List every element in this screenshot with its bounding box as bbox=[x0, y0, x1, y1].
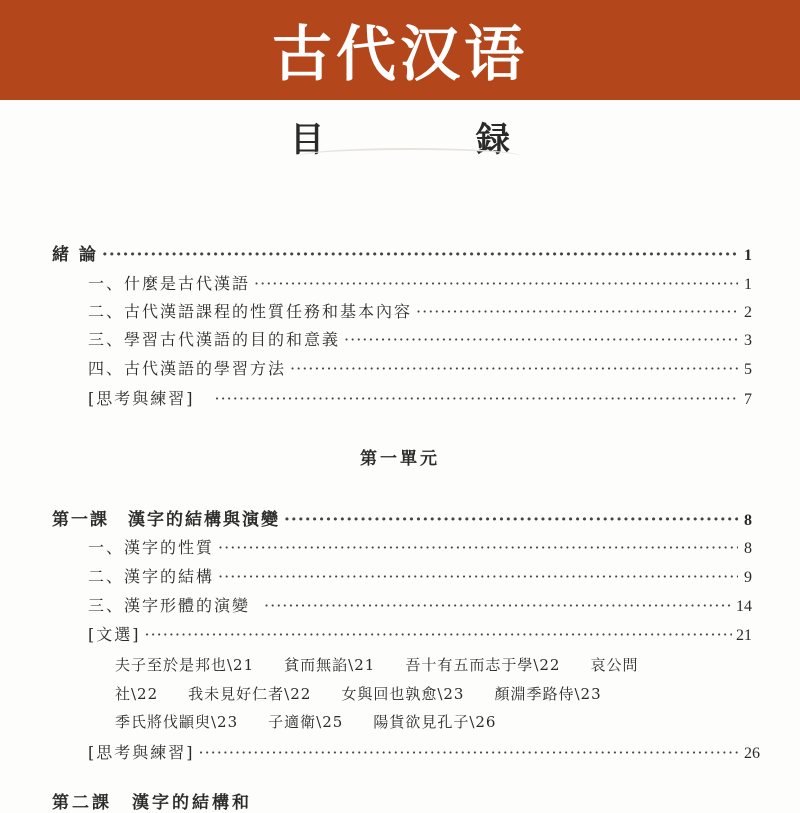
entry-page: 7 bbox=[744, 391, 752, 408]
selection-item[interactable]: 子適衛\25 bbox=[268, 713, 344, 731]
entry-label: 一、漢字的性質 bbox=[88, 538, 215, 557]
leader-dots bbox=[215, 389, 739, 408]
entry-page: 14 bbox=[736, 598, 752, 615]
entry-page: 8 bbox=[744, 512, 752, 529]
leader-dots bbox=[145, 625, 733, 644]
entry-label: 二、古代漢語課程的性質任務和基本內容 bbox=[88, 302, 413, 321]
entry-label: [文選] bbox=[88, 625, 141, 644]
selection-line bbox=[115, 683, 632, 704]
toc-entry[interactable] bbox=[88, 299, 752, 322]
entry-page: 1 bbox=[744, 247, 752, 264]
selection-item[interactable]: 季氏將伐顓臾\23 bbox=[115, 713, 239, 731]
entry-label: 緒 論 bbox=[52, 245, 98, 265]
selection-item[interactable]: 社\22 bbox=[115, 685, 159, 703]
leader-dots bbox=[199, 743, 741, 762]
entry-page: 8 bbox=[744, 540, 752, 557]
selection-line bbox=[115, 711, 526, 732]
unit-heading: 第一單元 bbox=[360, 449, 440, 469]
entry-label: 三、漢字形體的演變 bbox=[88, 596, 251, 615]
toc-entry[interactable] bbox=[88, 593, 752, 616]
toc-entry-next-lesson-partial[interactable]: 第二課 漢字的結構和 bbox=[52, 793, 252, 813]
leader-dots bbox=[264, 596, 732, 615]
entry-page: 5 bbox=[744, 361, 752, 378]
entry-label: 一、什麼是古代漢語 bbox=[88, 274, 251, 293]
entry-label: [思考與練習] bbox=[88, 743, 195, 762]
toc-entry-intro[interactable] bbox=[52, 240, 752, 265]
selection-item[interactable]: 貧而無諂\21 bbox=[284, 656, 376, 674]
page-title: 目 録 bbox=[290, 120, 580, 160]
entry-label: [思考與練習] bbox=[88, 389, 195, 408]
selection-line bbox=[115, 654, 668, 675]
leader-dots bbox=[102, 245, 738, 265]
toc-entry[interactable] bbox=[88, 386, 752, 409]
selection-item[interactable]: 我未見好仁者\22 bbox=[188, 685, 312, 703]
selection-item[interactable]: 夫子至於是邦也\21 bbox=[115, 656, 255, 674]
entry-page: 1 bbox=[744, 276, 752, 293]
entry-label: 三、學習古代漢語的目的和意義 bbox=[88, 330, 341, 349]
leader-dots bbox=[284, 510, 738, 530]
entry-page: 3 bbox=[744, 332, 752, 349]
toc-entry[interactable] bbox=[88, 327, 752, 350]
entry-page: 21 bbox=[736, 627, 752, 644]
entry-label: 四、古代漢語的學習方法 bbox=[88, 359, 287, 378]
leader-dots bbox=[344, 330, 738, 349]
leader-dots bbox=[218, 538, 738, 557]
entry-page: 2 bbox=[744, 304, 752, 321]
selection-item[interactable]: 顏淵季路侍\23 bbox=[494, 685, 602, 703]
banner-title: 古代汉语 bbox=[272, 20, 528, 90]
toc-entry[interactable] bbox=[88, 535, 752, 558]
leader-dots bbox=[416, 302, 738, 321]
leader-dots bbox=[218, 567, 738, 586]
selection-item[interactable]: 陽貨欲見孔子\26 bbox=[373, 713, 497, 731]
selection-item[interactable]: 哀公問 bbox=[590, 656, 639, 674]
selection-item[interactable]: 吾十有五而志于學\22 bbox=[405, 656, 561, 674]
entry-page: 26 bbox=[744, 745, 760, 762]
entry-page: 9 bbox=[744, 569, 752, 586]
entry-label: 二、漢字的結構 bbox=[88, 567, 215, 586]
toc-entry[interactable] bbox=[88, 622, 752, 645]
selection-item[interactable]: 女與回也孰愈\23 bbox=[341, 685, 465, 703]
title-ornament bbox=[300, 148, 520, 164]
toc-entry[interactable] bbox=[88, 271, 752, 294]
entry-label: 第一課 漢字的結構與演變 bbox=[52, 510, 280, 530]
banner bbox=[0, 0, 800, 100]
toc-entry-lesson1[interactable] bbox=[52, 505, 752, 530]
toc-entry[interactable] bbox=[88, 356, 752, 379]
toc-entry[interactable] bbox=[88, 564, 752, 587]
leader-dots bbox=[290, 359, 738, 378]
toc-entry[interactable] bbox=[88, 740, 760, 763]
leader-dots bbox=[254, 274, 738, 293]
